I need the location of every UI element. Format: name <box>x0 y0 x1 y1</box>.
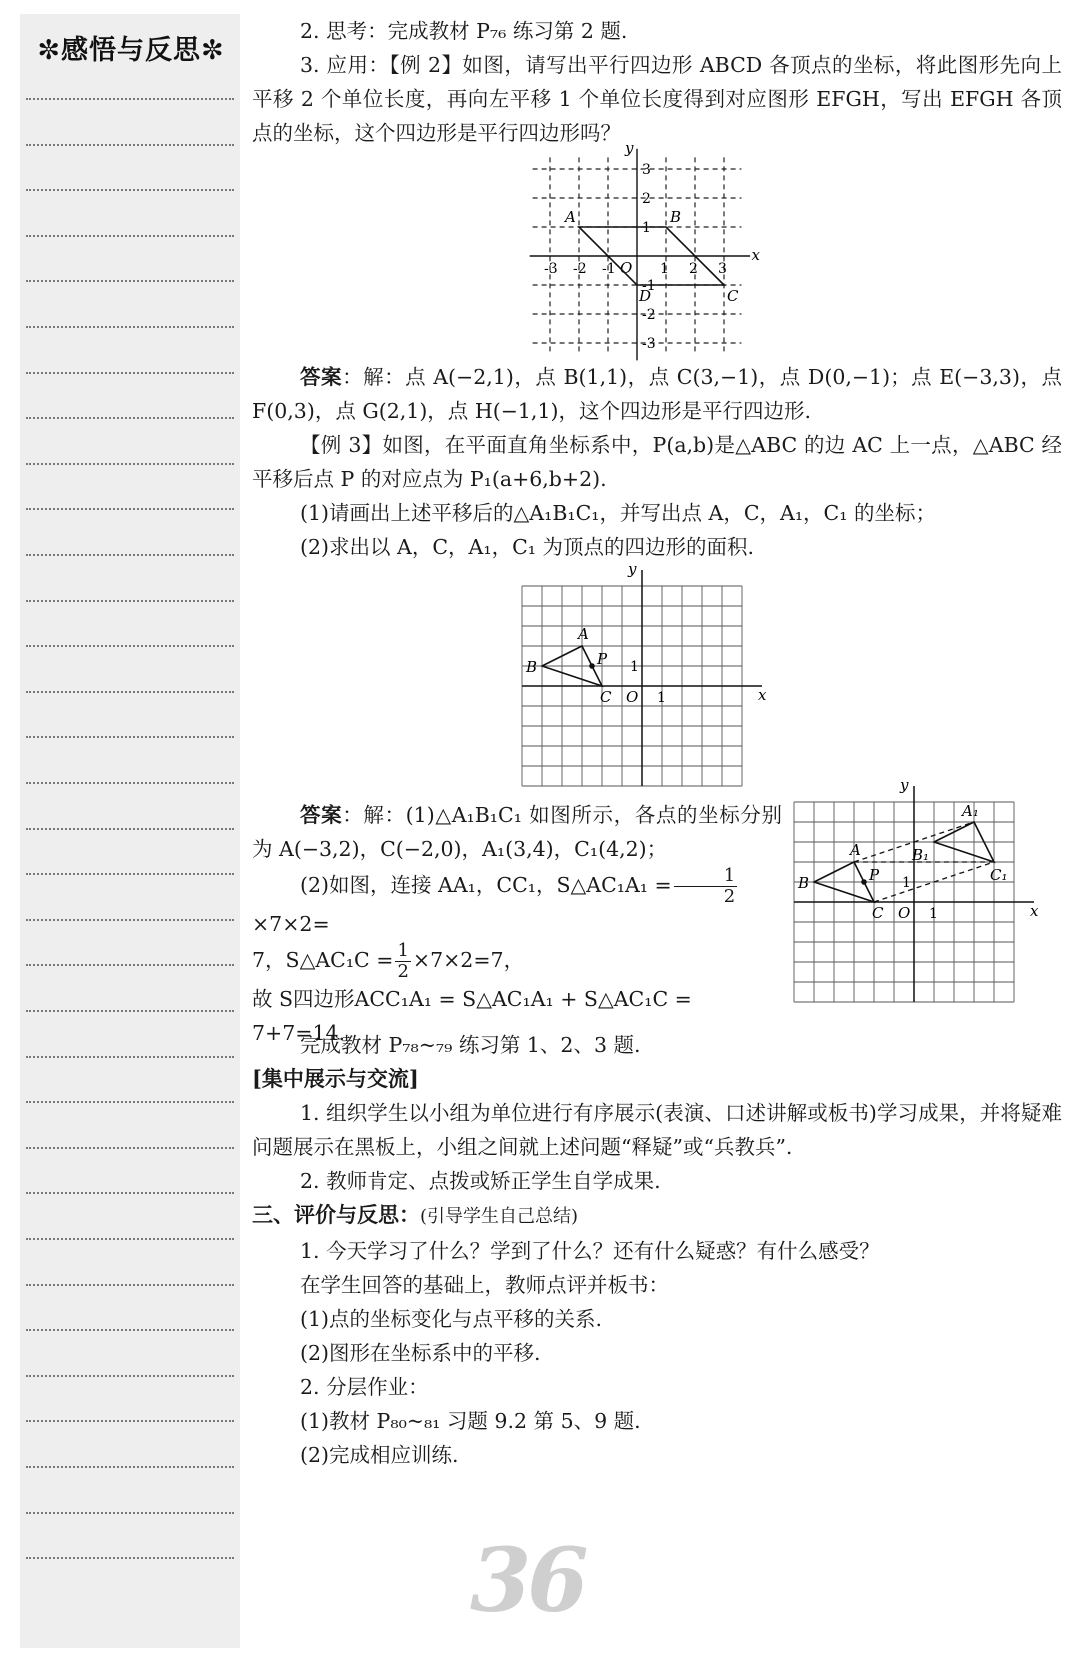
y-tick-label: -1 <box>642 278 656 294</box>
example-3-text: 【例 3】如图，在平面直角坐标系中，P(a,b)是△ABC 的边 AC 上一点，△ABC 经平移后点 P 的对应点为 P₁(a+6,b+2). <box>252 433 1062 491</box>
note-line <box>26 736 234 738</box>
note-line <box>26 600 234 602</box>
y-tick-label: 2 <box>642 191 651 207</box>
note-line <box>26 1420 234 1422</box>
note-line <box>26 417 234 419</box>
parallelogram-figure <box>522 139 772 360</box>
note-line <box>26 1147 234 1149</box>
answer-3-part1 <box>252 798 782 866</box>
frac-numerator: 1 <box>397 940 409 961</box>
x-axis-label: x <box>751 246 761 264</box>
origin-label: O <box>898 904 911 922</box>
y-axis-label: y <box>628 560 637 578</box>
example-2-text: 3. 应用：【例 2】如图，请写出平行四边形 ABCD 各顶点的坐标，将此图形先向上平移 2 个单位长度，再向左平移 1 个单位长度得到对应图形 EFGH，写出 EFGH 各顶点的坐标，这个四边形是平行四边形吗？ <box>252 53 1062 145</box>
answer-3-part2-b: ×7×2= <box>252 912 330 936</box>
triangle-figure <box>520 560 780 798</box>
think-line: 2. 思考：完成教材 P₇₆ 练习第 2 题. <box>300 19 628 43</box>
y-tick-label: -2 <box>642 307 656 323</box>
section-3-title: 三、评价与反思： <box>252 1203 420 1227</box>
point-label-a1: A₁ <box>962 802 979 820</box>
translated-triangle-figure <box>792 776 1052 1014</box>
note-line <box>26 326 234 328</box>
note-line <box>26 1557 234 1559</box>
reflection-sidebar <box>20 14 240 1648</box>
point-label-c: C <box>600 688 612 706</box>
x-tick-label: 1 <box>929 906 938 922</box>
note-line <box>26 554 234 556</box>
answer-3-part2 <box>252 866 782 941</box>
note-line <box>26 98 234 100</box>
sidebar-title: ✼感悟与反思✼ <box>37 35 225 66</box>
point-label-b: B <box>798 874 810 892</box>
x-tick-label: -2 <box>573 261 587 277</box>
note-line <box>26 1056 234 1058</box>
note-line <box>26 645 234 647</box>
homework-title: 2. 分层作业： <box>300 1375 429 1399</box>
x-tick-label: 1 <box>660 261 669 277</box>
point-label-p: P <box>597 650 608 668</box>
page-number: 36 <box>470 1528 585 1632</box>
y-tick-label: -3 <box>642 336 656 352</box>
main-content <box>252 14 1062 1472</box>
show-heading: [集中展示与交流] <box>252 1066 419 1091</box>
note-line <box>26 1329 234 1331</box>
answer-3-part2-d: ×7×2=7， <box>412 948 525 972</box>
y-axis-label: y <box>900 776 909 794</box>
x-tick-label: 1 <box>657 690 666 706</box>
x-tick-label: 3 <box>718 261 727 277</box>
reflect-3: (1)点的坐标变化与点平移的关系. <box>300 1307 603 1331</box>
frac-denominator: 2 <box>723 886 736 907</box>
note-line <box>26 782 234 784</box>
point-label-c1: C₁ <box>990 866 1008 884</box>
x-tick-label: -1 <box>602 261 616 277</box>
section-3-note: (引导学生自己总结) <box>420 1206 579 1227</box>
note-line <box>26 1101 234 1103</box>
answer-label: 答案 <box>300 803 343 827</box>
note-line <box>26 873 234 875</box>
x-axis-label: x <box>758 686 767 704</box>
show-item-2: 2. 教师肯定、点拨或矫正学生自学成果. <box>300 1169 661 1193</box>
homework-1: (1)教材 P₈₀~₈₁ 习题 9.2 第 5、9 题. <box>300 1409 641 1433</box>
note-line <box>26 372 234 374</box>
y-tick-label: 1 <box>642 220 651 236</box>
x-tick-label: 2 <box>689 261 698 277</box>
note-line <box>26 828 234 830</box>
note-lines <box>26 14 234 1648</box>
answer-3-part1-text: ：解：(1)△A₁B₁C₁ 如图所示，各点的坐标分别为 A(−3,2)，C(−2,0)，A₁(3,4)，C₁(4,2)； <box>252 803 783 861</box>
note-line <box>26 1512 234 1514</box>
point-label-d: D <box>639 287 652 305</box>
point-label-a: A <box>565 208 576 226</box>
frac-denominator: 2 <box>397 961 409 982</box>
point-p-dot <box>861 879 867 885</box>
reflect-1: 1. 今天学习了什么？学到了什么？还有什么疑惑？有什么感受？ <box>300 1239 880 1263</box>
note-line <box>26 508 234 510</box>
section-3-heading <box>252 1198 1062 1234</box>
y-tick-label: 1 <box>902 875 911 891</box>
note-line <box>26 235 234 237</box>
note-line <box>26 1010 234 1012</box>
note-line <box>26 964 234 966</box>
note-line <box>26 1238 234 1240</box>
finish-line: 完成教材 P₇₈~₇₉ 练习第 1、2、3 题. <box>300 1033 641 1057</box>
point-label-b: B <box>526 658 538 676</box>
reflect-4: (2)图形在坐标系中的平移. <box>300 1341 541 1365</box>
example-3-q1: (1)请画出上述平移后的△A₁B₁C₁，并写出点 A，C，A₁，C₁ 的坐标； <box>300 501 936 525</box>
point-label-b1: B₁ <box>912 846 930 864</box>
point-label-p: P <box>869 866 880 884</box>
y-tick-label: 3 <box>642 162 651 178</box>
point-label-a: A <box>578 625 589 643</box>
frac-numerator: 1 <box>674 866 737 887</box>
point-label-b: B <box>670 208 682 226</box>
note-line <box>26 189 234 191</box>
note-line <box>26 691 234 693</box>
answer-3-part2-c: 7，S△AC₁C = <box>252 948 394 972</box>
origin-label: O <box>620 259 633 277</box>
example-3-q2: (2)求出以 A，C，A₁，C₁ 为顶点的四边形的面积. <box>300 535 755 559</box>
answer-3-total: 故 S四边形ACC₁A₁ = S△AC₁A₁ + S△AC₁C = 7+7=14. <box>252 987 692 1045</box>
answer-3-block <box>252 776 1062 1048</box>
point-p-dot <box>589 663 595 669</box>
note-line <box>26 1192 234 1194</box>
answer-2-text: ：解：点 A(−2,1)，点 B(1,1)，点 C(3,−1)，点 D(0,−1)；点 E(−3,3)，点 F(0,3)，点 G(2,1)，点 H(−1,1)，这个四边形是平行四边形. <box>252 365 1063 423</box>
origin-label: O <box>626 688 639 706</box>
note-line <box>26 1375 234 1377</box>
y-tick-label: 1 <box>630 659 639 675</box>
note-line <box>26 144 234 146</box>
show-item-1: 1. 组织学生以小组为单位进行有序展示(表演、口述讲解或板书)学习成果，并将疑难问题展示在黑板上，小组之间就上述问题“释疑”或“兵教兵”. <box>252 1101 1062 1159</box>
note-line <box>26 463 234 465</box>
fraction-half-2 <box>395 941 410 982</box>
fraction-half <box>674 866 737 907</box>
point-label-a: A <box>850 841 861 859</box>
answer-3-part2-a: (2)如图，连接 AA₁，CC₁，S△AC₁A₁ = <box>300 873 672 897</box>
point-label-c: C <box>872 904 884 922</box>
answer-3-part2-cont <box>252 941 782 982</box>
x-axis-label: x <box>1030 902 1039 920</box>
note-line <box>26 280 234 282</box>
answer-label: 答案 <box>300 365 343 389</box>
reflect-2: 在学生回答的基础上，教师点评并板书： <box>300 1273 669 1297</box>
note-line <box>26 919 234 921</box>
y-axis-label: y <box>625 139 634 158</box>
homework-2: (2)完成相应训练. <box>300 1443 459 1467</box>
point-label-c: C <box>727 287 739 305</box>
answer-2 <box>252 360 1062 428</box>
note-line <box>26 1466 234 1468</box>
x-tick-label: -3 <box>544 261 558 277</box>
note-line <box>26 1284 234 1286</box>
